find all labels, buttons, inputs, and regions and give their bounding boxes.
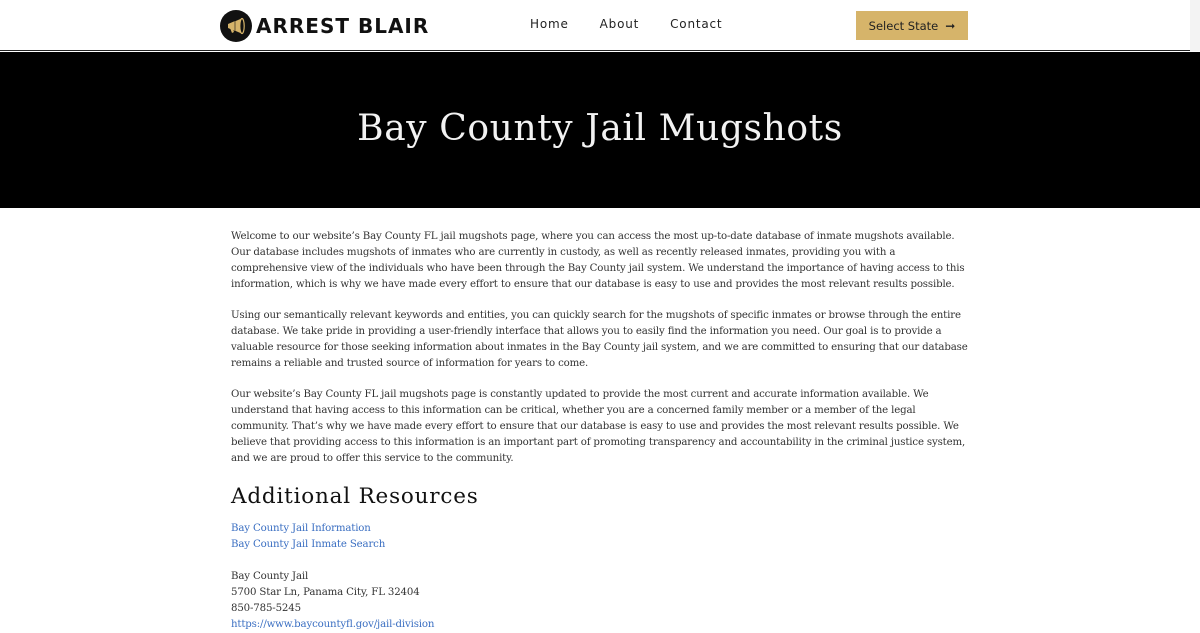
updates-paragraph: Our website’s Bay County FL jail mugshots page is constantly updated to provide the most current and accurate information available. We understand that having access to this information can be critical, whether you are a concerned family member or a member of the legal community. That’s why we have made every effort to ensure that our database is easy to use and provides the most relevant results possible. We believe that providing access to this information is an important part of promoting transparency and accountability in the criminal justice system, and we are proud to offer this service to the community.: [231, 389, 966, 464]
hero-banner: [0, 52, 1200, 208]
main-content: [231, 229, 969, 633]
select-state-button[interactable]: [856, 11, 968, 40]
jail-street-address: 5700 Star Ln, Panama City, FL 32404: [231, 587, 420, 598]
arrow-right-icon: ➞: [945, 18, 956, 33]
jail-website-link[interactable]: https://www.baycountyfl.gov/jail-division: [231, 619, 435, 630]
nav-about[interactable]: About: [599, 17, 640, 31]
inmate-search-link[interactable]: Bay County Jail Inmate Search: [231, 539, 386, 550]
jail-phone: 850-785-5245: [231, 603, 301, 614]
site-logo[interactable]: [220, 9, 429, 42]
intro-paragraph: Welcome to our website’s Bay County FL jail mugshots page, where you can access the most up-to-date database of inmate mugshots available. Our database includes mugshots of inmates who are currently in custody, as well as recently released inmates, providing you with a comprehensive view of the individuals who have been through the Bay County jail system. We understand the importance of having access to this information, which is why we have made every effort to ensure that our database is easy to use and provides the most relevant results possible.: [231, 231, 965, 290]
search-paragraph: Using our semantically relevant keywords and entities, you can quickly search for the mugshots of specific inmates or browse through the entire database. We take pride in providing a user-friendly interface that allows you to easily find the information you need. Our goal is to provide a valuable resource for those seeking information about inmates in the Bay County jail system, and we are committed to ensuring that our database remains a reliable and trusted source of information for years to come.: [231, 310, 968, 369]
nav-contact[interactable]: Contact: [670, 17, 723, 31]
page-title: Bay County Jail Mugshots: [357, 107, 843, 149]
megaphone-icon: [220, 10, 252, 42]
site-header: [0, 0, 1200, 51]
scrollbar[interactable]: [1190, 0, 1200, 51]
jail-information-link[interactable]: Bay County Jail Information: [231, 523, 371, 534]
logo-text: ARREST BLAIR: [256, 13, 430, 38]
jail-address-block: [231, 569, 969, 633]
resource-links: [231, 521, 969, 553]
resources-heading: Additional Resources: [231, 484, 479, 509]
jail-name: Bay County Jail: [231, 571, 309, 582]
select-state-label: Select State: [868, 18, 939, 33]
main-nav: [530, 17, 753, 31]
nav-home[interactable]: Home: [530, 17, 569, 31]
